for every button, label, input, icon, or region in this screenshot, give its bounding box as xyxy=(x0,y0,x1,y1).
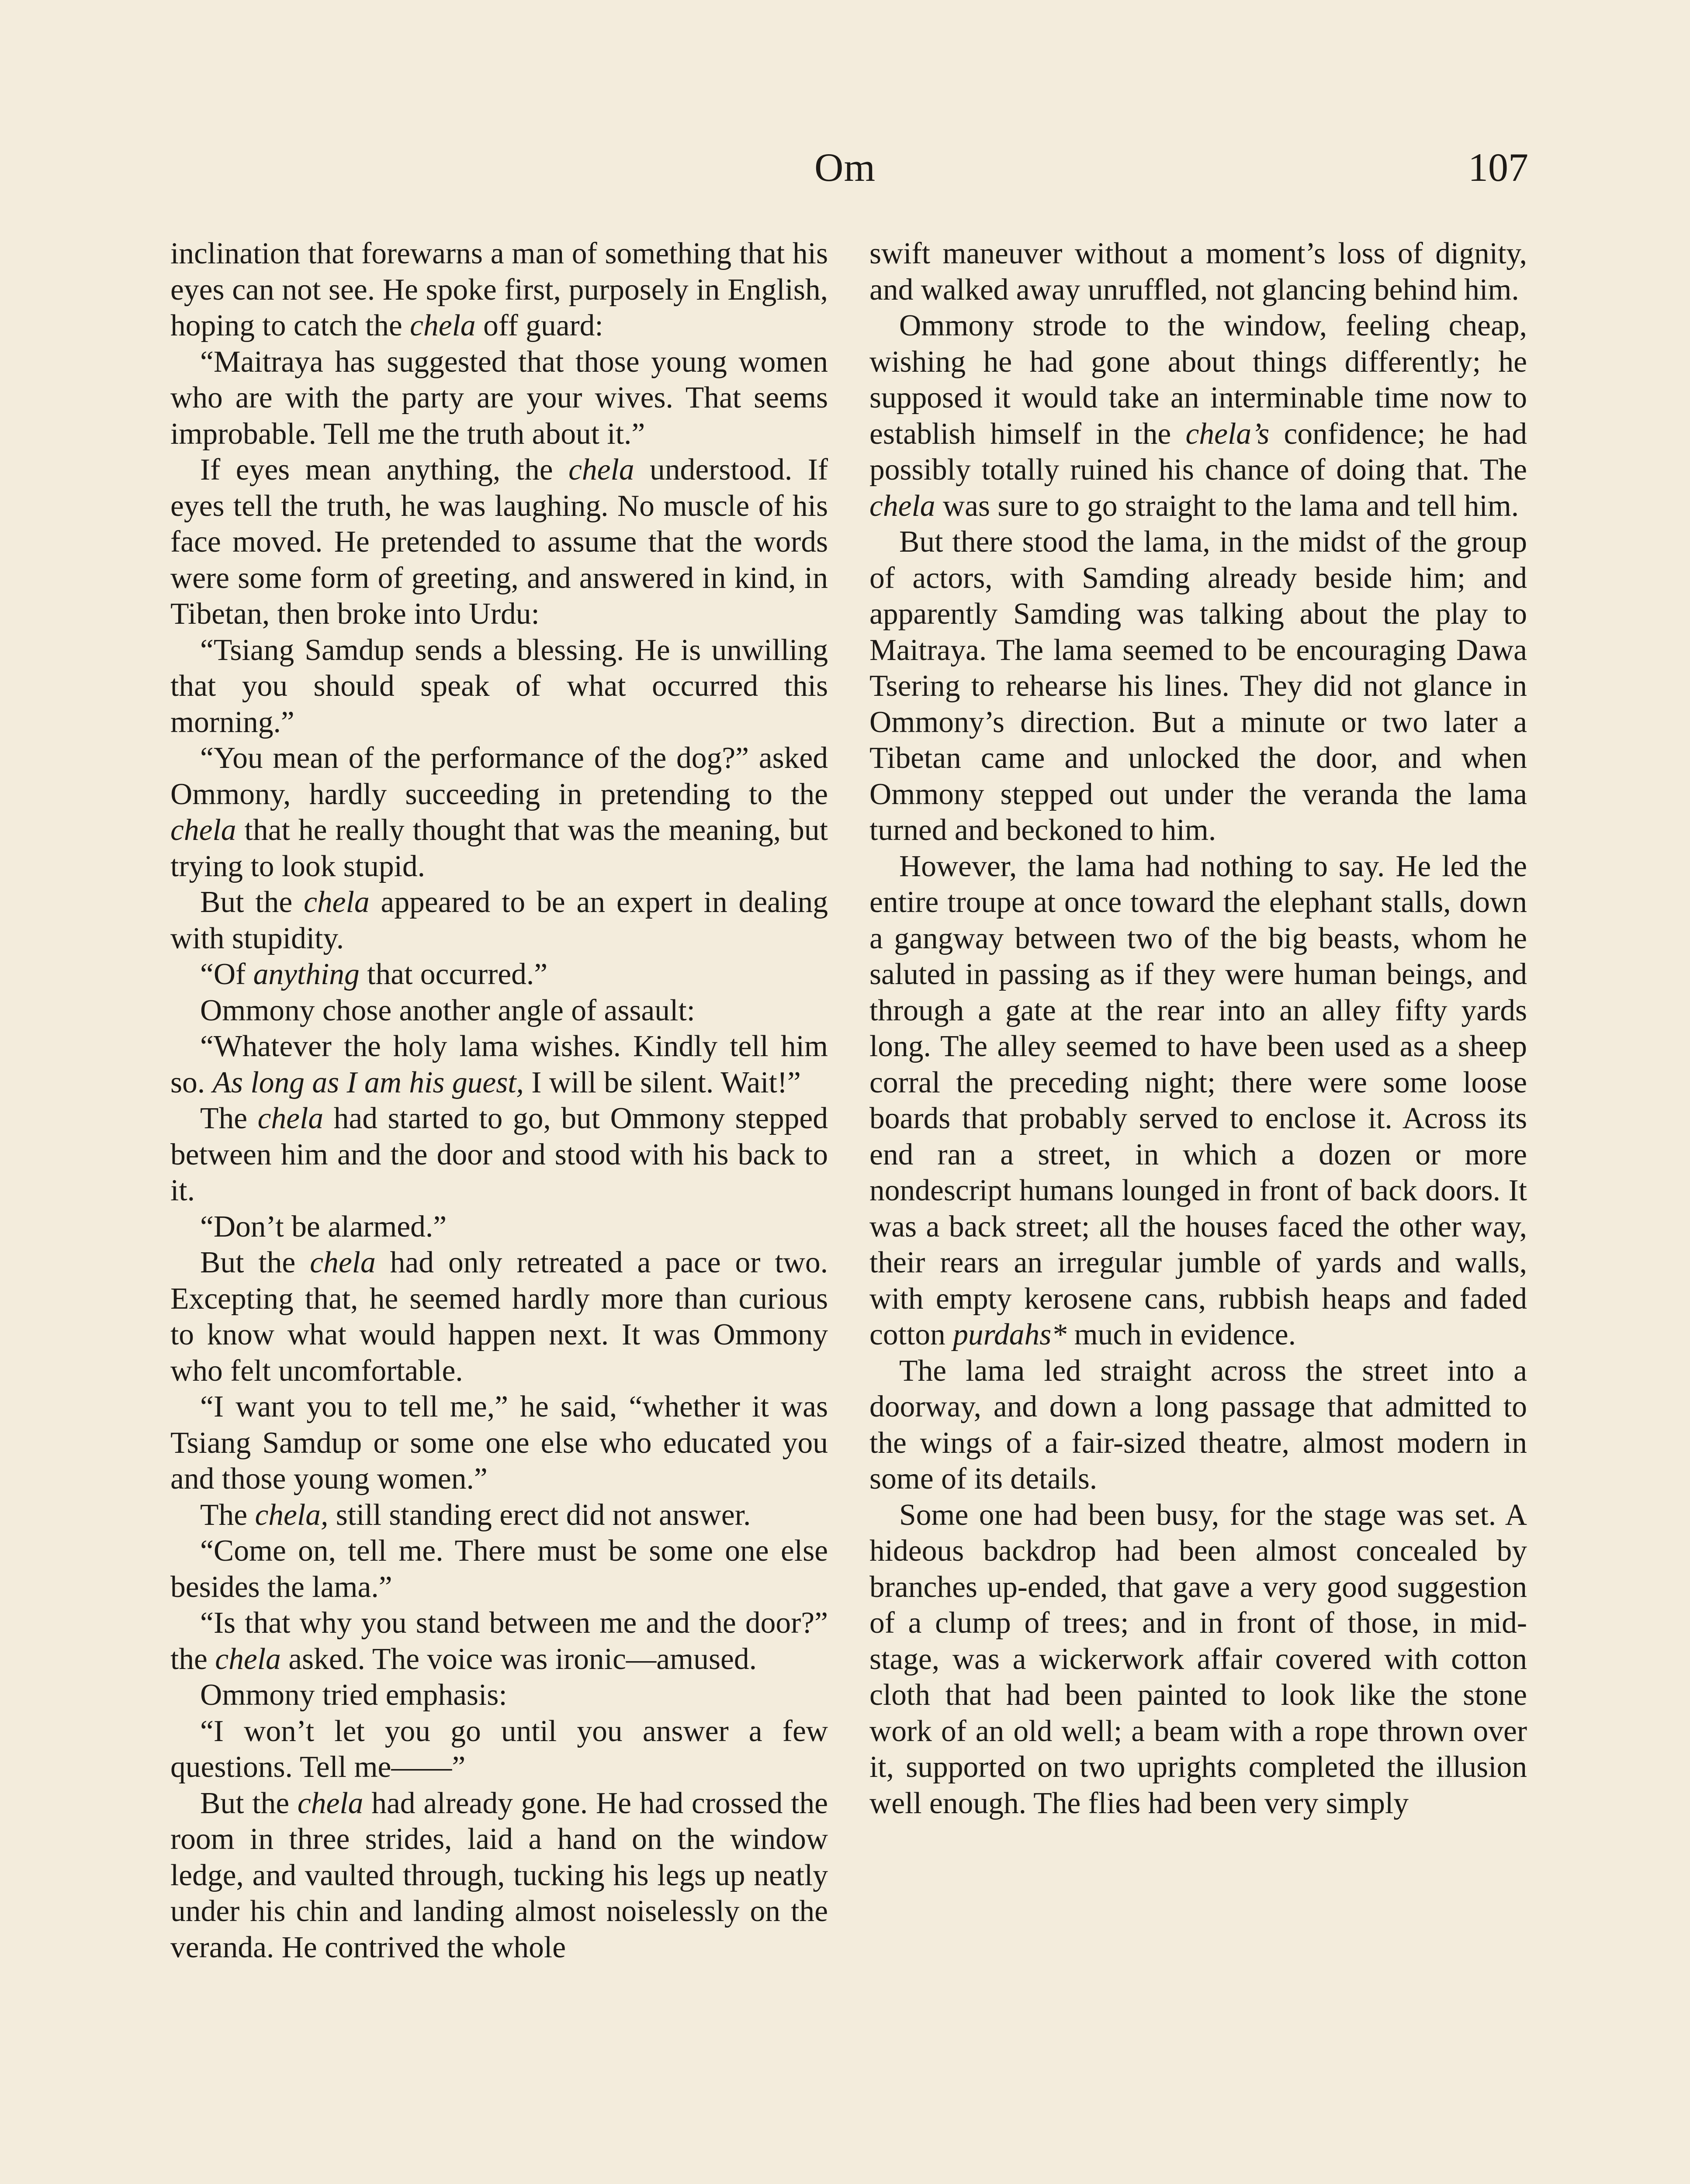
paragraph: The lama led straight across the street into a doorway, and down a long passage that admitted to the wings of a fair-sized theatre, almost modern in some of its details. xyxy=(869,1354,1527,1496)
paragraph: Ommony tried emphasis: xyxy=(200,1678,507,1712)
paragraph: “I want you to tell me,” he said, “whether it was Tsiang Samdup or some one else who educated you and those young women.” xyxy=(170,1390,828,1496)
paragraph: The chela had started to go, but Ommony stepped between him and the door and stood with his back to it. xyxy=(170,1102,828,1207)
paragraph: “Maitraya has suggested that those young women who are with the party are your wives. That seems improbable. Tell me the truth about it.” xyxy=(170,345,828,451)
paragraph: swift maneuver without a moment’s loss of dignity, and walked away unruffled, not glancing behind him. xyxy=(869,237,1527,307)
paragraph: Some one had been busy, for the stage was set. A hideous backdrop had been almost concealed by branches up-ended, that gave a very good suggestion of a clump of trees; and in front of those, in mid-stage, was a wickerwork affair covered with cotton cloth that had been painted to look like the stone work of an old well; a beam with a rope thrown over it, supported on two uprights completed the illusion well enough. The flies had been very simply xyxy=(869,1498,1527,1820)
paragraph: However, the lama had nothing to say. He led the entire troupe at once toward the elephant stalls, down a gangway between two of the big beasts, whom he saluted in passing as if they were human beings, and through a gate at the rear into an alley fifty yards long. The alley seemed to have been used as a sheep corral the preceding night; there were some loose boards that probably served to enclose it. Across its end ran a street, in which a dozen or more nondescript humans lounged in front of back doors. It was a back street; all the houses faced the other way, their rears an irregular jumble of yards and walls, with empty kerosene cans, rubbish heaps and faded cotton purdahs* much in evidence. xyxy=(869,849,1527,1351)
paragraph: “Whatever the holy lama wishes. Kindly tell him so. As long as I am his guest, I will be silent. Wait!” xyxy=(170,1030,828,1099)
paragraph: inclination that forewarns a man of something that his eyes can not see. He spoke first, purposely in English, hoping to catch the chela off guard: xyxy=(170,237,828,342)
paragraph: “Of anything that occurred.” xyxy=(200,957,548,991)
paragraph: “Is that why you stand between me and the door?” the chela asked. The voice was ironic—amused. xyxy=(170,1606,828,1676)
paragraph: “I won’t let you go until you answer a few questions. Tell me——” xyxy=(170,1714,828,1784)
paragraph: The chela, still standing erect did not answer. xyxy=(200,1498,751,1532)
paragraph: But the chela appeared to be an expert in dealing with stupidity. xyxy=(170,885,828,955)
left-column xyxy=(170,236,828,1966)
paragraph: But there stood the lama, in the midst of the group of actors, with Samding already beside him; and apparently Samding was talking about the play to Maitraya. The lama seemed to be encouraging Dawa Tsering to rehearse his lines. They did not glance in Ommony’s direction. But a minute or two later a Tibetan came and unlocked the door, and when Ommony stepped out under the veranda the lama turned and beckoned to him. xyxy=(869,525,1527,847)
paragraph: Ommony chose another angle of assault: xyxy=(200,993,695,1027)
paragraph: “Come on, tell me. There must be some one else besides the lama.” xyxy=(170,1534,828,1604)
page-number: 107 xyxy=(1468,145,1528,190)
running-title: Om xyxy=(814,145,876,190)
paragraph: But the chela had only retreated a pace or two. Excepting that, he seemed hardly more than curious to know what would happen next. It was Ommony who felt uncomfortable. xyxy=(170,1246,828,1388)
right-column xyxy=(869,236,1527,1821)
paragraph: “Don’t be alarmed.” xyxy=(200,1209,447,1244)
paragraph: If eyes mean anything, the chela understood. If eyes tell the truth, he was laughing. No muscle of his face moved. He pretended to assume that the words were some form of greeting, and answered in kind, in Tibetan, then broke into Urdu: xyxy=(170,453,828,631)
paragraph: Ommony strode to the window, feeling cheap, wishing he had gone about things differently; he supposed it would take an interminable time now to establish himself in the chela’s confidence; he had possibly totally ruined his chance of doing that. The chela was sure to go straight to the lama and tell him. xyxy=(869,309,1527,523)
paragraph: But the chela had already gone. He had crossed the room in three strides, laid a hand on the window ledge, and vaulted through, tucking his legs up neatly under his chin and landing almost noiselessly on the veranda. He contrived the whole xyxy=(170,1786,828,1964)
paragraph: “Tsiang Samdup sends a blessing. He is unwilling that you should speak of what occurred this morning.” xyxy=(170,633,828,739)
paragraph: “You mean of the performance of the dog?” asked Ommony, hardly succeeding in pretending to the chela that he really thought that was the meaning, but trying to look stupid. xyxy=(170,741,828,883)
